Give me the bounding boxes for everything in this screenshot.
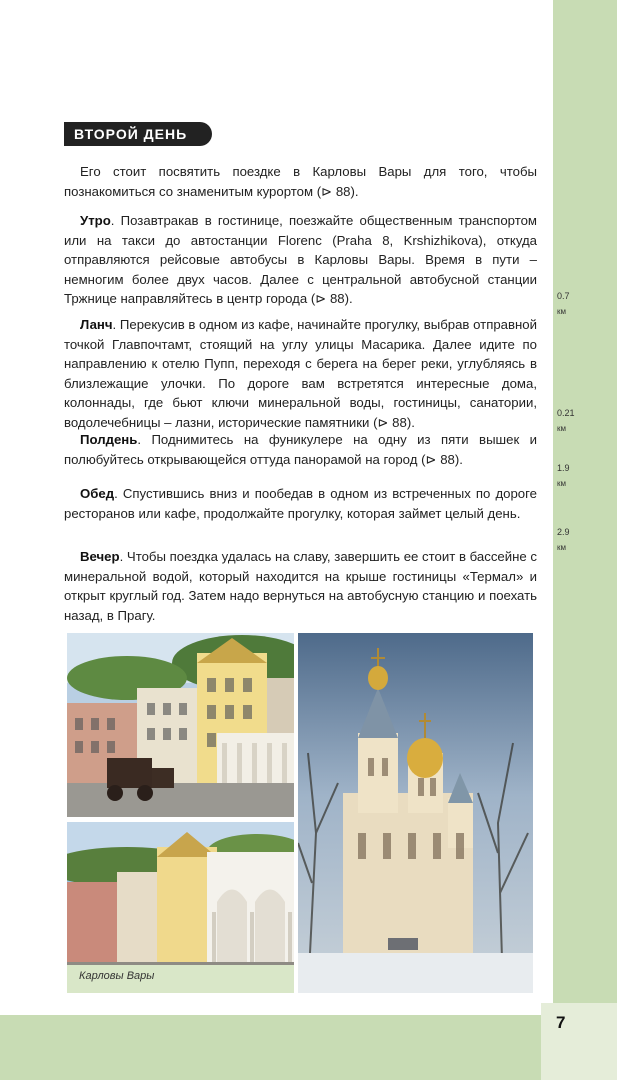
distance-value: 1.9 bbox=[557, 463, 570, 473]
distance-unit: км bbox=[557, 479, 566, 488]
distance-unit: км bbox=[557, 543, 566, 552]
dinner-text: . Спустившись вниз и пообедав в одном из встреченных по дороге ресторанов или кафе, продолжайте прогулку, которая займет целый день. bbox=[64, 486, 537, 521]
distance-value: 0.21 bbox=[557, 408, 575, 418]
paragraph-morning bbox=[64, 211, 537, 309]
morning-text: . Позавтракав в гостинице, поезжайте общественным транспортом или на такси до автостанции Florenc (Praha 8, Krshizhikova), откуда отправляются рейсовые автобусы в Карловы Вары. Время в пути – немногим более двух часов. Далее с центральной автобусной станции Тржнице направляйтесь в центр города (⊳ 88). bbox=[64, 213, 537, 306]
lunch-label: Ланч bbox=[80, 317, 113, 332]
noon-label: Полдень bbox=[80, 432, 138, 447]
evening-label: Вечер bbox=[80, 549, 120, 564]
intro-text: Его стоит посвятить поездке в Карловы Вары для того, чтобы познакомиться со знаменитым курортом (⊳ 88). bbox=[64, 164, 537, 199]
photo-street-colonnade bbox=[67, 633, 294, 817]
paragraph-intro bbox=[64, 162, 537, 201]
distance-value: 2.9 bbox=[557, 527, 570, 537]
distance-marker bbox=[557, 461, 570, 491]
photo-caption: Карловы Вары bbox=[79, 970, 155, 982]
distance-value: 0.7 bbox=[557, 291, 570, 301]
lunch-text: . Перекусив в одном из кафе, начинайте прогулку, выбрав отправной точкой Главпочтамт, стоящий на углу улицы Масарика. Далее идите по направлению к отелю Пупп, переходя с берега на берег реки, углубляясь в близлежащие улочки. По дороге вам встретятся интересные дома, колоннады, где бьют ключи минеральной воды, гостиницы, санатории, водолечебницы – лазни, исторические памятники (⊳ 88). bbox=[64, 317, 537, 430]
page-number: 7 bbox=[556, 1013, 566, 1032]
distance-unit: км bbox=[557, 307, 566, 316]
paragraph-dinner bbox=[64, 484, 537, 523]
page-number-box bbox=[541, 1003, 617, 1080]
paragraph-evening bbox=[64, 547, 537, 625]
distance-unit: км bbox=[557, 424, 566, 433]
section-heading: ВТОРОЙ ДЕНЬ bbox=[64, 122, 212, 146]
evening-text: . Чтобы поездка удалась на славу, завершить ее стоит в бассейне с минеральной водой, который находится на крыше гостиницы «Термал» и открыт круглый год. Затем надо вернуться на автобусную станцию и поехать назад, в Прагу. bbox=[64, 549, 537, 623]
paragraph-lunch bbox=[64, 315, 537, 432]
dinner-label: Обед bbox=[80, 486, 115, 501]
noon-text: . Поднимитесь на фуникулере на одну из пяти вышек и полюбуйтесь открывающейся оттуда панорамой на город (⊳ 88). bbox=[64, 432, 537, 467]
distance-marker bbox=[557, 406, 575, 436]
paragraph-noon bbox=[64, 430, 537, 469]
distance-marker bbox=[557, 525, 570, 555]
footer-band bbox=[0, 1015, 617, 1080]
photo-orthodox-church bbox=[298, 633, 533, 993]
sidebar-strip bbox=[553, 0, 617, 1015]
morning-label: Утро bbox=[80, 213, 111, 228]
distance-marker bbox=[557, 289, 570, 319]
